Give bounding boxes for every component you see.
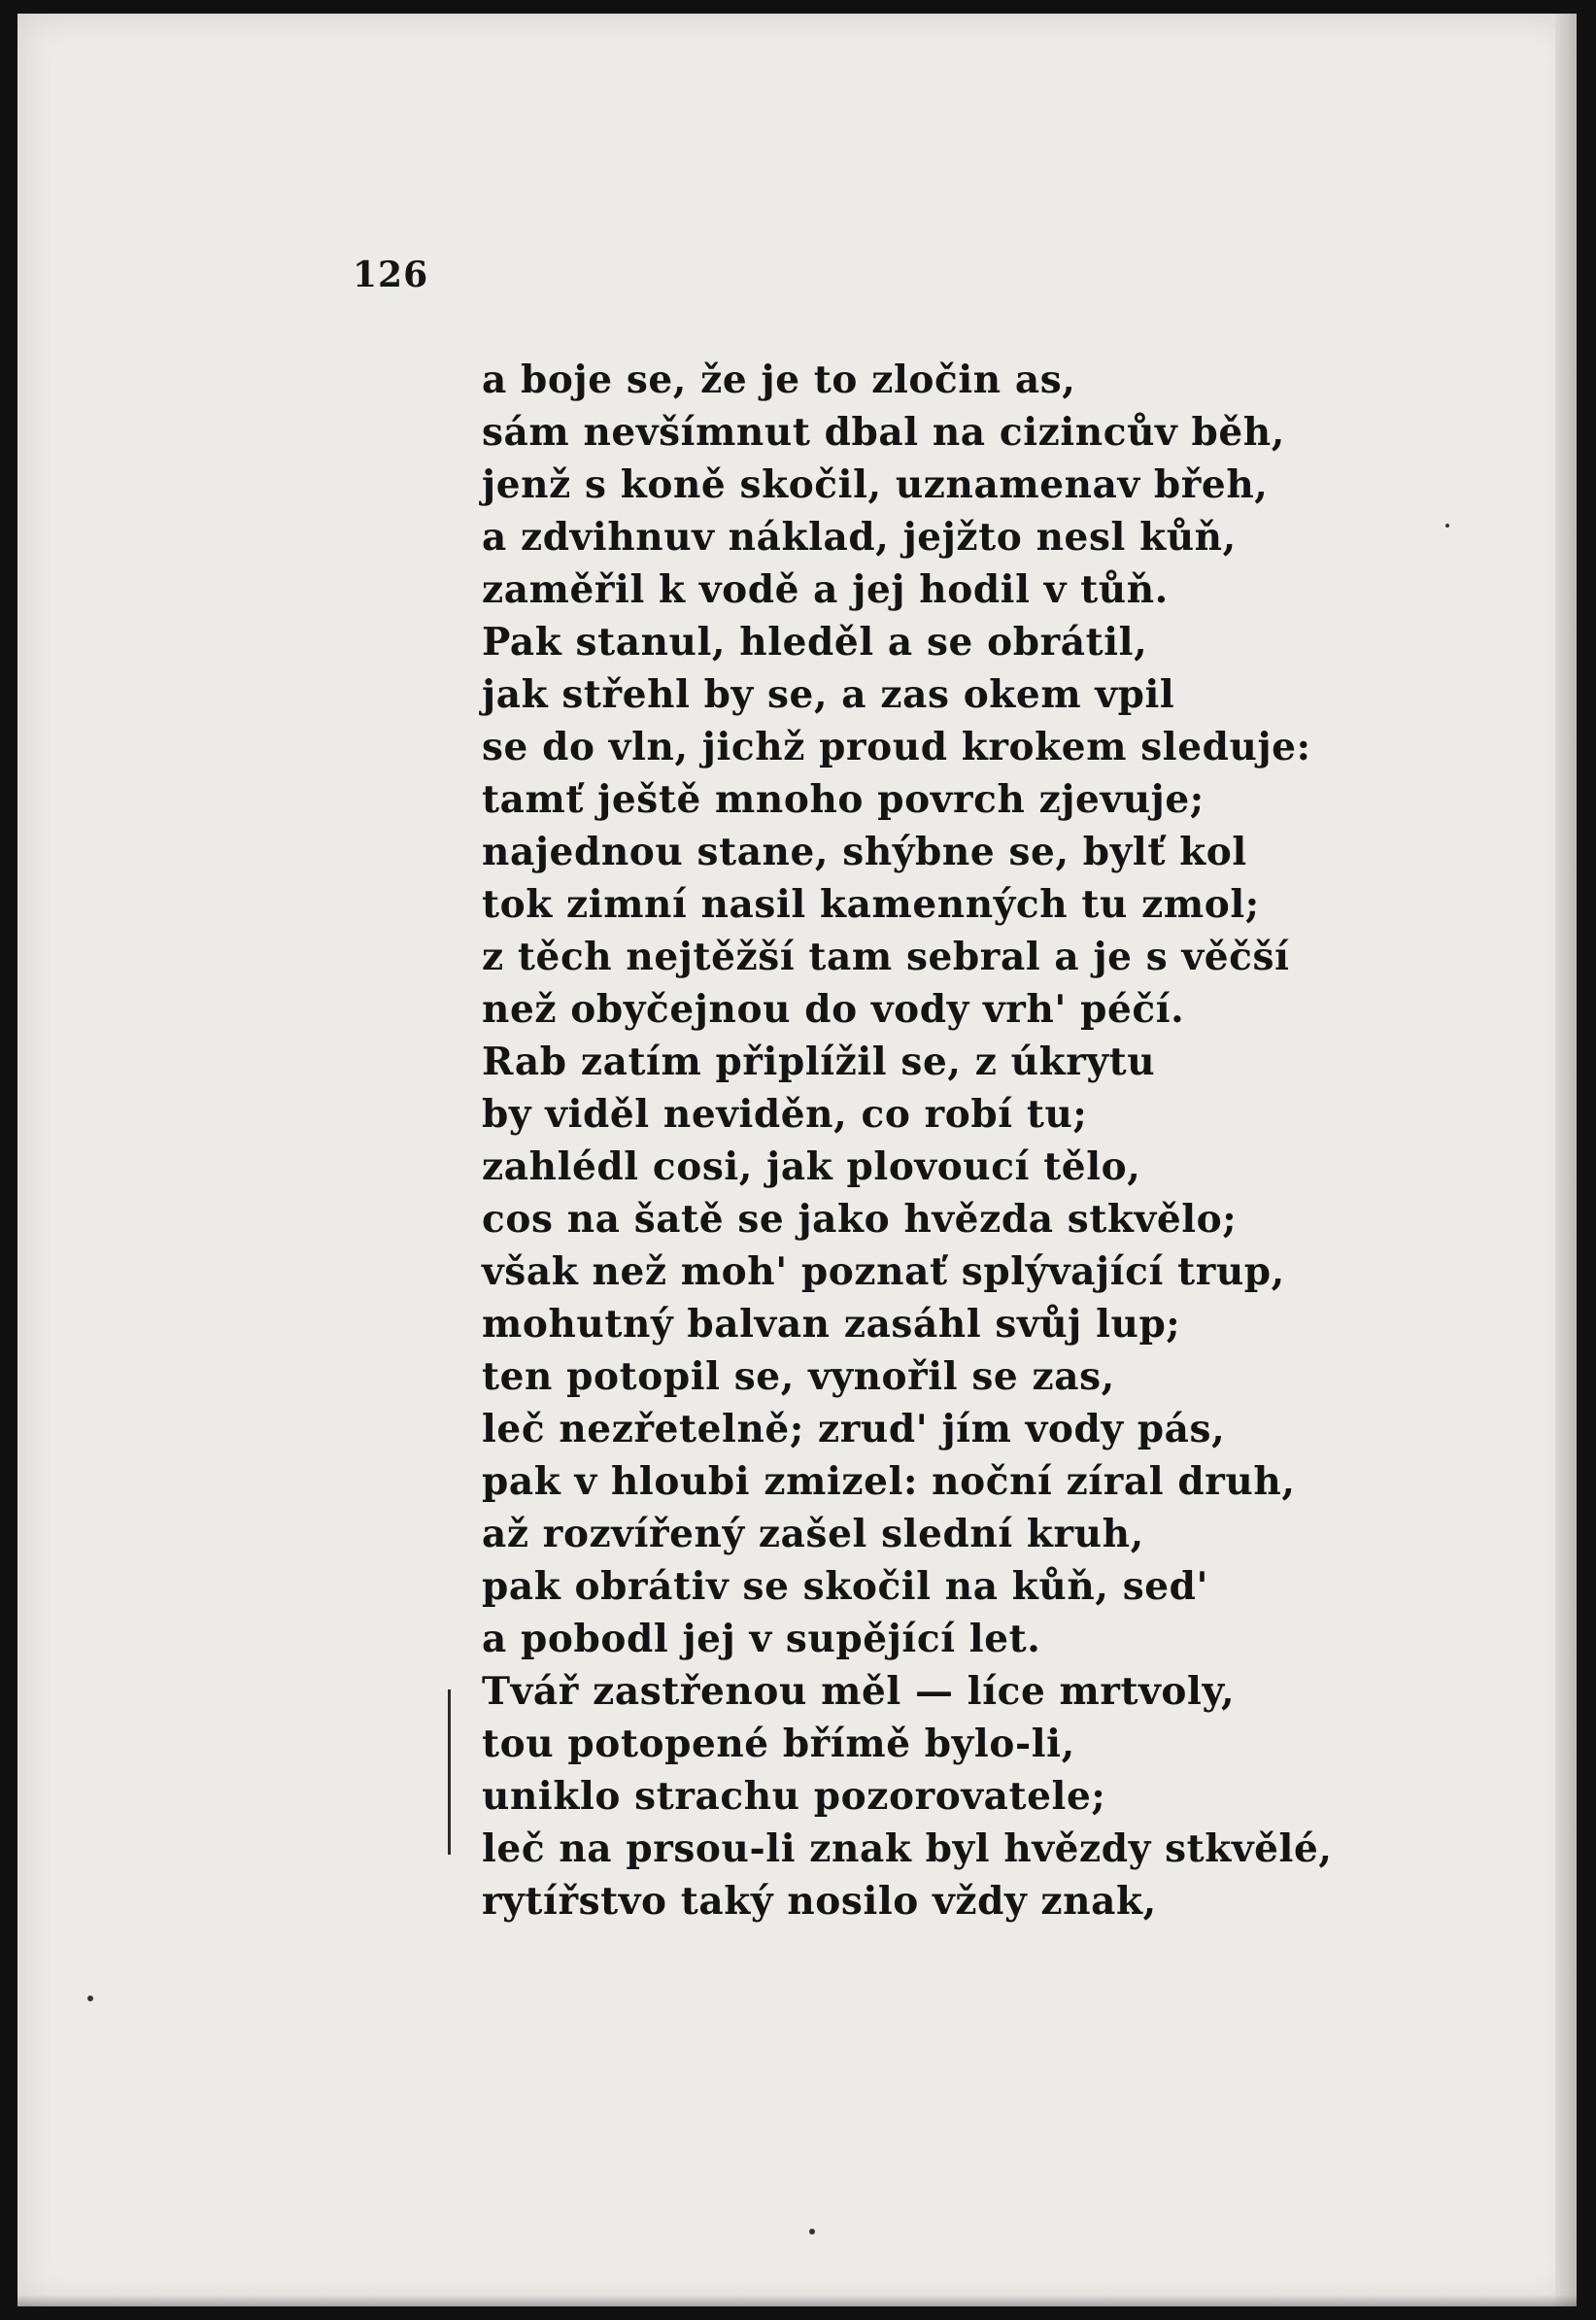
- poem-line: najednou stane, shýbne se, bylť kol: [482, 830, 1247, 874]
- page-edge: [1555, 14, 1577, 2306]
- poem-line: zahlédl cosi, jak plovoucí tělo,: [482, 1144, 1141, 1189]
- poem-line: zaměřil k vodě a jej hodil v tůň.: [482, 567, 1169, 612]
- poem-line: ten potopil se, vynořil se zas,: [482, 1354, 1115, 1399]
- margin-mark: [448, 1689, 451, 1855]
- poem-line: uniklo strachu pozorovatele;: [482, 1774, 1106, 1819]
- poem-line: Tvář zastřenou měl — líce mrtvoly,: [482, 1669, 1236, 1714]
- poem-line: cos na šatě se jako hvězda stkvělo;: [482, 1197, 1238, 1242]
- poem-line: než obyčejnou do vody vrh' péčí.: [482, 987, 1185, 1032]
- poem-line: a boje se, že je to zločin as,: [482, 358, 1076, 402]
- page-number: 126: [353, 255, 429, 295]
- poem-line: rytířstvo taký nosilo vždy znak,: [482, 1879, 1157, 1924]
- book-page: [17, 14, 1577, 2306]
- poem-line: mohutný balvan zasáhl svůj lup;: [482, 1302, 1181, 1347]
- page-shadow: [17, 2295, 1577, 2306]
- poem-line: jak střehl by se, a zas okem vpil: [482, 672, 1175, 717]
- poem-line: však než moh' poznať splývající trup,: [482, 1249, 1285, 1294]
- poem-line: leč na prsou-li znak byl hvězdy stkvělé,: [482, 1826, 1333, 1871]
- poem-line: až rozvířený zašel slední kruh,: [482, 1512, 1144, 1556]
- poem-text: [482, 354, 1337, 1928]
- poem-line: Pak stanul, hleděl a se obrátil,: [482, 620, 1148, 665]
- poem-line: se do vln, jichž proud krokem sleduje:: [482, 725, 1311, 769]
- poem-line: a zdvihnuv náklad, jejžto nesl kůň,: [482, 515, 1237, 560]
- poem-line: Rab zatím připlížil se, z úkrytu: [482, 1040, 1156, 1084]
- poem-line: tou potopené břímě bylo-li,: [482, 1722, 1075, 1766]
- ink-speck: [809, 2229, 815, 2235]
- poem-line: sám nevšímnut dbal na cizincův běh,: [482, 410, 1285, 455]
- poem-line: pak v hloubi zmizel: noční zíral druh,: [482, 1459, 1296, 1504]
- poem-line: leč nezřetelně; zrud' jím vody pás,: [482, 1407, 1226, 1451]
- poem-line: a pobodl jej v supějící let.: [482, 1617, 1041, 1661]
- poem-line: z těch nejtěžší tam sebral a je s věčší: [482, 935, 1290, 979]
- poem-line: jenž s koně skočil, uznamenav břeh,: [482, 462, 1269, 507]
- poem-line: pak obrátiv se skočil na kůň, sed': [482, 1564, 1209, 1609]
- ink-speck: [1445, 524, 1449, 528]
- poem-line: by viděl neviděn, co robí tu;: [482, 1092, 1088, 1137]
- poem-line: tok zimní nasil kamenných tu zmol;: [482, 882, 1260, 927]
- poem-line: tamť ještě mnoho povrch zjevuje;: [482, 777, 1205, 822]
- ink-speck: [87, 1996, 93, 2001]
